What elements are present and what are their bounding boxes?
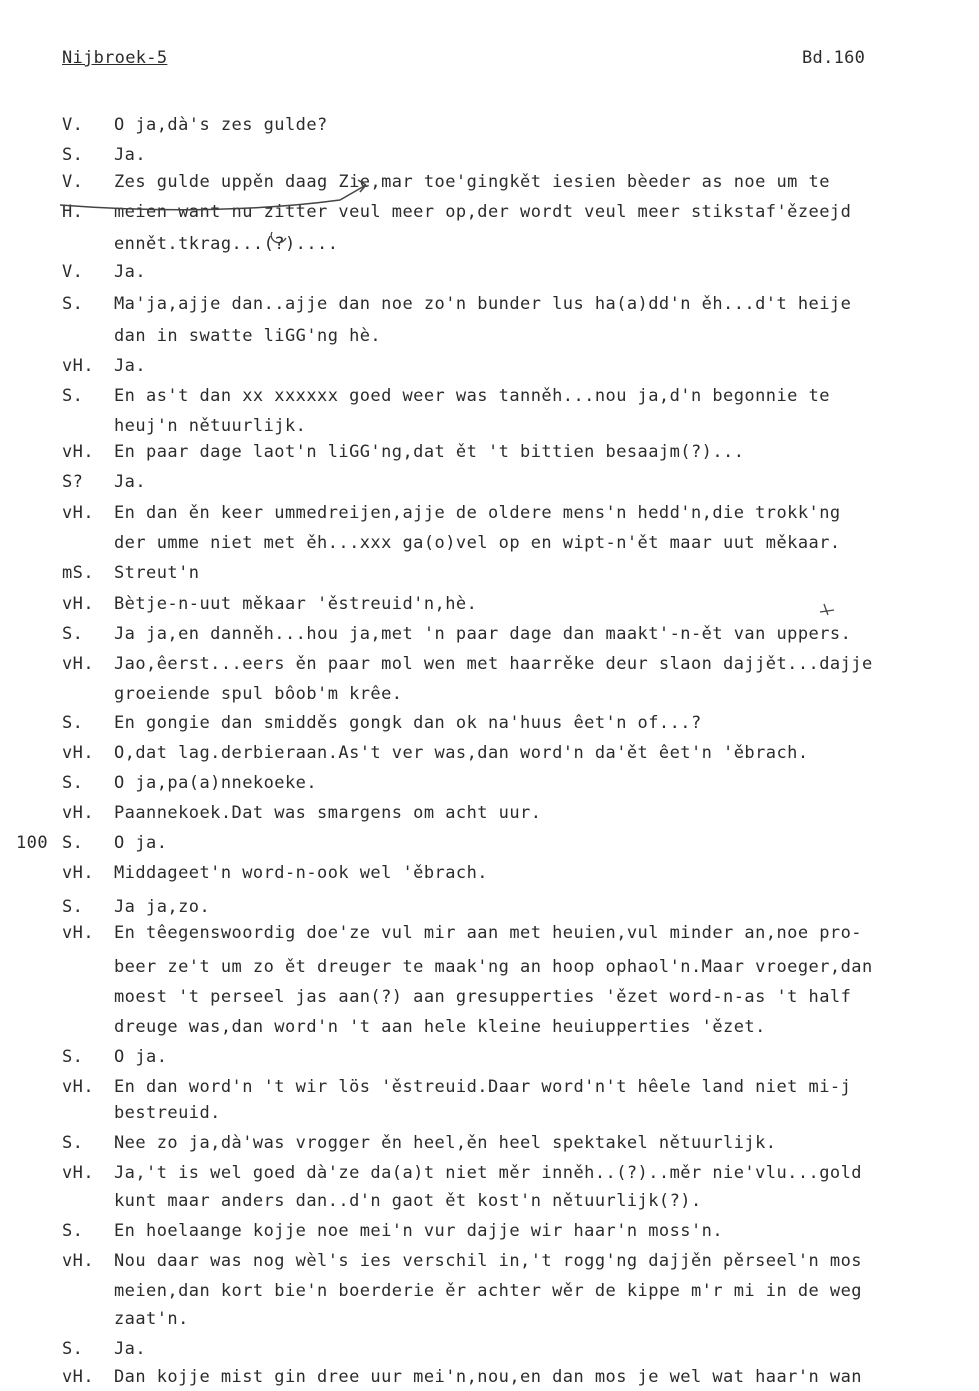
utterance-text: Ja. bbox=[114, 145, 147, 165]
speaker-label: S. bbox=[62, 897, 84, 917]
speaker-label: S. bbox=[62, 145, 84, 165]
document-header-reference: Bd.160 bbox=[802, 48, 866, 68]
utterance-text: groeiende spul bôob'm krêe. bbox=[114, 684, 403, 704]
utterance-text: Bètje-n-uut měkaar 'ěstreuid'n,hè. bbox=[114, 594, 478, 614]
utterance-text: zaat'n. bbox=[114, 1309, 189, 1329]
speaker-label: vH. bbox=[62, 1077, 95, 1097]
utterance-text: heuj'n nětuurlijk. bbox=[114, 416, 307, 436]
utterance-text: Middageet'n word-n-ook wel 'ěbrach. bbox=[114, 863, 488, 883]
speaker-label: V. bbox=[62, 115, 84, 135]
speaker-label: vH. bbox=[62, 594, 95, 614]
document-header-title: Nijbroek-5 bbox=[62, 48, 168, 68]
utterance-text: ennět.tkrag...(?).... bbox=[114, 234, 339, 254]
utterance-text: O,dat lag.derbieraan.As't ver was,dan word'n da'ět êet'n 'ěbrach. bbox=[114, 743, 809, 763]
utterance-text: O ja. bbox=[114, 833, 168, 853]
speaker-label: S. bbox=[62, 624, 84, 644]
speaker-label: S. bbox=[62, 1047, 84, 1067]
utterance-text: bestreuid. bbox=[114, 1103, 221, 1123]
utterance-text: En dan ěn keer ummedreijen,ajje de oldere mens'n hedd'n,die trokk'ng bbox=[114, 503, 841, 523]
speaker-label: vH. bbox=[62, 863, 95, 883]
speaker-label: V. bbox=[62, 262, 84, 282]
utterance-text: Jao,êerst...eers ěn paar mol wen met haarrěke deur slaon dajjět...dajje bbox=[114, 654, 873, 674]
utterance-text: dan in swatte liGG'ng hè. bbox=[114, 326, 382, 346]
speaker-label: V. bbox=[62, 172, 84, 192]
speaker-label: vH. bbox=[62, 803, 95, 823]
utterance-text: Ja. bbox=[114, 472, 147, 492]
utterance-text: Dan kojje mist gin dree uur mei'n,nou,en dan mos je wel wat haar'n wan bbox=[114, 1367, 862, 1387]
utterance-text: dreuge was,dan word'n 't aan hele kleine heuiupperties 'ězet. bbox=[114, 1017, 766, 1037]
speaker-label: vH. bbox=[62, 503, 95, 523]
speaker-label: S. bbox=[62, 1133, 84, 1153]
line-number: 100 bbox=[16, 833, 49, 853]
utterance-text: En as't dan xx xxxxxx goed weer was tanněh...nou ja,d'n begonnie te bbox=[114, 386, 830, 406]
utterance-text: moest 't perseel jas aan(?) aan gresupperties 'ězet word-n-as 't half bbox=[114, 987, 852, 1007]
speaker-label: S. bbox=[62, 1339, 84, 1359]
speaker-label: H. bbox=[62, 202, 84, 222]
speaker-label: vH. bbox=[62, 923, 95, 943]
utterance-text: En hoelaange kojje noe mei'n vur dajje wir haar'n moss'n. bbox=[114, 1221, 724, 1241]
utterance-text: O ja,dà's zes gulde? bbox=[114, 115, 328, 135]
utterance-text: Ja ja,en danněh...hou ja,met 'n paar dage dan maakt'-n-ět van uppers. bbox=[114, 624, 852, 644]
speaker-label: mS. bbox=[62, 563, 95, 583]
speaker-label: S. bbox=[62, 386, 84, 406]
speaker-label: S? bbox=[62, 472, 84, 492]
utterance-text: En gongie dan smidděs gongk dan ok na'huus êet'n of...? bbox=[114, 713, 702, 733]
speaker-label: vH. bbox=[62, 743, 95, 763]
utterance-text: meien want nu zitter veul meer op,der wordt veul meer stikstaf'ězeejd bbox=[114, 202, 852, 222]
utterance-text: Paannekoek.Dat was smargens om acht uur. bbox=[114, 803, 542, 823]
utterance-text: Ja. bbox=[114, 356, 147, 376]
utterance-text: der umme niet met ěh...xxx ga(o)vel op en wipt-n'ět maar uut měkaar. bbox=[114, 533, 841, 553]
speaker-label: S. bbox=[62, 713, 84, 733]
utterance-text: Ja. bbox=[114, 1339, 147, 1359]
speaker-label: S. bbox=[62, 294, 84, 314]
speaker-label: S. bbox=[62, 833, 84, 853]
utterance-text: beer ze't um zo ět dreuger te maak'ng an hoop ophaol'n.Maar vroeger,dan bbox=[114, 957, 873, 977]
utterance-text: kunt maar anders dan..d'n gaot ět kost'n nětuurlijk(?). bbox=[114, 1191, 702, 1211]
utterance-text: En têegenswoordig doe'ze vul mir aan met heuien,vul minder an,noe pro- bbox=[114, 923, 862, 943]
utterance-text: Zes gulde uppěn daag Zie,mar toe'gingkět iesien bèeder as noe um te bbox=[114, 172, 830, 192]
speaker-label: vH. bbox=[62, 654, 95, 674]
speaker-label: vH. bbox=[62, 1251, 95, 1271]
utterance-text: Nou daar was nog wèl's ies verschil in,'t rogg'ng dajjěn pěrseel'n mos bbox=[114, 1251, 862, 1271]
utterance-text: En paar dage laot'n liGG'ng,dat ět 't bittien besaajm(?)... bbox=[114, 442, 745, 462]
speaker-label: S. bbox=[62, 1221, 84, 1241]
utterance-text: meien,dan kort bie'n boerderie ěr achter wěr de kippe m'r mi in de weg bbox=[114, 1281, 862, 1301]
utterance-text: En dan word'n 't wir lös 'ěstreuid.Daar word'n't hêele land niet mi-j bbox=[114, 1077, 852, 1097]
speaker-label: vH. bbox=[62, 442, 95, 462]
speaker-label: S. bbox=[62, 773, 84, 793]
speaker-label: vH. bbox=[62, 356, 95, 376]
utterance-text: Ja,'t is wel goed dà'ze da(a)t niet měr inněh..(?)..měr nie'vlu...gold bbox=[114, 1163, 862, 1183]
speaker-label: vH. bbox=[62, 1367, 95, 1387]
speaker-label: vH. bbox=[62, 1163, 95, 1183]
utterance-text: Nee zo ja,dà'was vrogger ěn heel,ěn heel spektakel nětuurlijk. bbox=[114, 1133, 777, 1153]
utterance-text: O ja. bbox=[114, 1047, 168, 1067]
utterance-text: Ja ja,zo. bbox=[114, 897, 211, 917]
utterance-text: O ja,pa(a)nnekoeke. bbox=[114, 773, 318, 793]
utterance-text: Ja. bbox=[114, 262, 147, 282]
utterance-text: Streut'n bbox=[114, 563, 200, 583]
utterance-text: Ma'ja,ajje dan..ajje dan noe zo'n bunder lus ha(a)dd'n ěh...d't heije bbox=[114, 294, 852, 314]
